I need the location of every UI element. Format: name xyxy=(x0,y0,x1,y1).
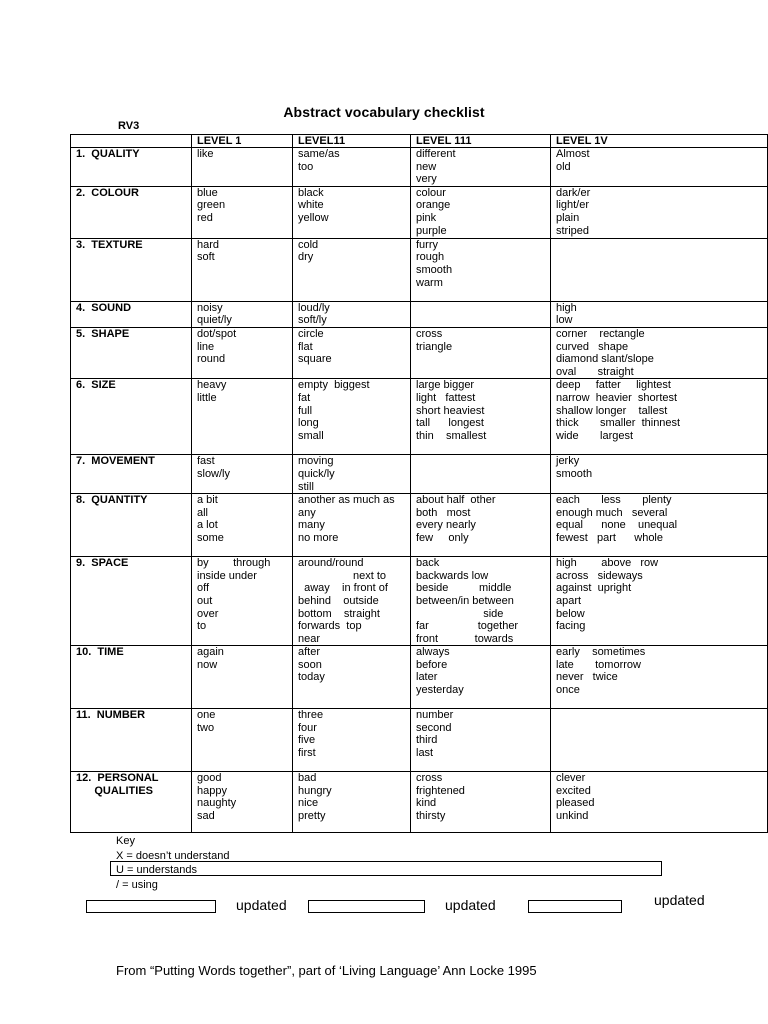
vocabulary-word: apart xyxy=(556,594,582,607)
vocabulary-word: line xyxy=(197,340,215,353)
level-3-cell xyxy=(411,557,551,646)
vocabulary-word: different xyxy=(416,148,456,160)
vocabulary-word: every nearly xyxy=(416,519,476,532)
level-4-cell xyxy=(551,557,768,646)
updated-label: updated xyxy=(654,892,705,908)
vocabulary-word: backwards low xyxy=(416,569,489,582)
vocabulary-word: to xyxy=(197,620,207,633)
vocabulary-word: equal none unequal xyxy=(556,519,678,532)
vocabulary-word: beside middle xyxy=(416,582,512,595)
vocabulary-word: full xyxy=(298,404,313,417)
vocabulary-word: enough much several xyxy=(556,506,668,519)
vocabulary-word: new xyxy=(416,160,437,173)
checklist-row xyxy=(71,148,768,187)
level-1-cell xyxy=(192,238,293,301)
vocabulary-word: third xyxy=(416,734,438,747)
vocabulary-word: high xyxy=(556,301,577,314)
category-label: 12. PERSONAL QUALITIES xyxy=(71,772,192,833)
level-4-cell xyxy=(551,327,768,378)
level-3-cell xyxy=(411,301,551,327)
level-1-header: LEVEL 1 xyxy=(192,135,293,148)
checklist-row xyxy=(71,494,768,557)
category-label: 7. MOVEMENT xyxy=(71,455,192,494)
vocabulary-word: thirsty xyxy=(416,810,446,823)
vocabulary-word: narrow heavier shortest xyxy=(556,391,678,404)
vocabulary-word: one xyxy=(197,709,216,722)
vocabulary-word: cold xyxy=(298,238,319,251)
checklist-row xyxy=(71,186,768,238)
category-label: 10. TIME xyxy=(71,646,192,709)
vocabulary-word: quiet/ly xyxy=(197,314,232,327)
vocabulary-word: off xyxy=(197,582,210,595)
level-2-cell xyxy=(293,709,411,772)
vocabulary-word: short heaviest xyxy=(416,404,485,417)
vocabulary-word: today xyxy=(298,671,325,684)
vocabulary-word: away in front of xyxy=(298,582,388,595)
level-2-cell xyxy=(293,327,411,378)
vocabulary-word: dry xyxy=(298,251,314,264)
vocabulary-word: cross xyxy=(416,772,443,785)
vocabulary-word: purple xyxy=(416,224,447,237)
vocabulary-word: dark/er xyxy=(556,186,591,199)
vocabulary-word: furry xyxy=(416,238,438,251)
level-1-cell xyxy=(192,772,293,833)
vocabulary-word: inside under xyxy=(197,569,257,582)
category-label: 9. SPACE xyxy=(71,557,192,646)
level-3-cell xyxy=(411,709,551,772)
vocabulary-word: soon xyxy=(298,658,322,671)
vocabulary-word: first xyxy=(298,747,316,760)
vocabulary-word: orange xyxy=(416,199,451,212)
vocabulary-word: still xyxy=(298,480,314,493)
level-4-cell xyxy=(551,772,768,833)
vocabulary-word: far together xyxy=(416,620,519,633)
level-4-cell xyxy=(551,709,768,772)
vocabulary-word: flat xyxy=(298,340,313,353)
vocabulary-word: jerky xyxy=(556,455,580,468)
vocabulary-word: blue xyxy=(197,186,218,199)
level-3-cell xyxy=(411,379,551,455)
vocabulary-word: triangle xyxy=(416,340,453,353)
checklist-row xyxy=(71,379,768,455)
level-header-row xyxy=(71,135,768,148)
vocabulary-word: bad xyxy=(298,772,317,785)
level-4-cell xyxy=(551,238,768,301)
vocabulary-word: smooth xyxy=(416,263,453,276)
level-1-cell xyxy=(192,455,293,494)
level-3-cell xyxy=(411,494,551,557)
update-entry-box[interactable] xyxy=(308,900,425,913)
category-label: 1. QUALITY xyxy=(71,148,192,187)
level-1-cell xyxy=(192,186,293,238)
vocabulary-word: large bigger xyxy=(416,379,475,392)
vocabulary-word: a lot xyxy=(197,519,218,532)
vocabulary-word: excited xyxy=(556,784,591,797)
vocabulary-word: old xyxy=(556,160,571,173)
vocabulary-word: moving xyxy=(298,455,334,468)
category-label: 4. SOUND xyxy=(71,301,192,327)
update-entry-box[interactable] xyxy=(528,900,622,913)
vocabulary-word: loud/ly xyxy=(298,301,330,314)
vocabulary-word: same/as xyxy=(298,148,340,160)
vocabulary-word: clever xyxy=(556,772,586,785)
level-4-cell xyxy=(551,455,768,494)
vocabulary-word: bottom straight xyxy=(298,607,380,620)
level-3-cell xyxy=(411,238,551,301)
vocabulary-word: long xyxy=(298,417,319,430)
vocabulary-word: no more xyxy=(298,531,339,544)
vocabulary-word: forwards top xyxy=(298,620,362,633)
vocabulary-word: pink xyxy=(416,211,437,224)
level-2-cell xyxy=(293,238,411,301)
vocabulary-word: against upright xyxy=(556,582,632,595)
vocabulary-word: below xyxy=(556,607,585,620)
level-1-cell xyxy=(192,557,293,646)
vocabulary-word: many xyxy=(298,519,325,532)
key-item: U = understands xyxy=(116,864,198,877)
vocabulary-word: deep fatter lightest xyxy=(556,379,671,392)
vocabulary-word: sad xyxy=(197,810,215,823)
vocabulary-word: black xyxy=(298,186,324,199)
vocabulary-word: soft xyxy=(197,251,215,264)
vocabulary-word: dot/spot xyxy=(197,327,237,340)
level-1-cell xyxy=(192,379,293,455)
vocabulary-word: circle xyxy=(298,327,324,340)
vocabulary-word: near xyxy=(298,632,321,645)
level-4-cell xyxy=(551,186,768,238)
vocabulary-word: over xyxy=(197,607,219,620)
vocabulary-word: behind outside xyxy=(298,594,379,607)
level-1-cell xyxy=(192,301,293,327)
vocabulary-word: plain xyxy=(556,211,580,224)
vocabulary-word: light fattest xyxy=(416,391,476,404)
category-label: 3. TEXTURE xyxy=(71,238,192,301)
vocabulary-word: fewest part whole xyxy=(556,531,663,544)
vocabulary-word: kind xyxy=(416,797,437,810)
vocabulary-word: last xyxy=(416,747,434,760)
vocabulary-word: too xyxy=(298,160,314,173)
vocabulary-word: about half other xyxy=(416,494,496,507)
level-3-cell xyxy=(411,148,551,187)
vocabulary-word: round xyxy=(197,353,226,366)
level-3-cell xyxy=(411,772,551,833)
vocabulary-word: cross xyxy=(416,327,443,340)
level-3-cell xyxy=(411,327,551,378)
vocabulary-word: Almost xyxy=(556,148,590,160)
key-heading: Key xyxy=(116,835,135,847)
vocabulary-word: late tomorrow xyxy=(556,658,641,671)
vocabulary-word: like xyxy=(197,148,214,160)
vocabulary-word: red xyxy=(197,211,213,224)
vocabulary-word: few only xyxy=(416,531,469,544)
source-citation: From “Putting Words together”, part of ‘Living Language’ Ann Locke 1995 xyxy=(116,963,537,978)
vocabulary-word: now xyxy=(197,658,218,671)
vocabulary-word: pretty xyxy=(298,810,326,823)
category-header-cell xyxy=(71,135,192,148)
level-1-cell xyxy=(192,327,293,378)
level-4-cell xyxy=(551,301,768,327)
vocabulary-word: corner rectangle xyxy=(556,327,645,340)
key-item: / = using xyxy=(116,878,158,891)
vocabulary-word: both most xyxy=(416,506,471,519)
level-2-cell xyxy=(293,379,411,455)
level-3-cell xyxy=(411,646,551,709)
vocabulary-word: around/round xyxy=(298,557,364,570)
vocabulary-word: light/er xyxy=(556,199,590,212)
level-3-cell xyxy=(411,186,551,238)
level-2-cell xyxy=(293,772,411,833)
vocabulary-word: curved shape xyxy=(556,340,629,353)
vocabulary-word: by through xyxy=(197,557,271,570)
vocabulary-word: heavy xyxy=(197,379,227,392)
vocabulary-word: thick smaller thinnest xyxy=(556,417,681,430)
level-4-cell xyxy=(551,379,768,455)
vocabulary-word: small xyxy=(298,429,324,442)
checklist-row xyxy=(71,557,768,646)
vocabulary-word: four xyxy=(298,721,317,734)
vocabulary-word: another as much as xyxy=(298,494,395,507)
document-code: RV3 xyxy=(118,120,140,132)
level-2-cell xyxy=(293,455,411,494)
checklist-row xyxy=(71,709,768,772)
vocabulary-word: side xyxy=(416,607,504,620)
vocabulary-word: five xyxy=(298,734,316,747)
vocabulary-word: a bit xyxy=(197,494,218,507)
vocabulary-word: out xyxy=(197,594,213,607)
updated-label: updated xyxy=(236,897,287,913)
vocabulary-word: noisy xyxy=(197,301,223,314)
level-4-cell xyxy=(551,494,768,557)
vocabulary-word: before xyxy=(416,658,448,671)
updated-label: updated xyxy=(445,897,496,913)
checklist-row xyxy=(71,455,768,494)
update-entry-box[interactable] xyxy=(86,900,216,913)
category-label: 8. QUANTITY xyxy=(71,494,192,557)
vocabulary-word: facing xyxy=(556,620,586,633)
level-2-header: LEVEL11 xyxy=(293,135,411,148)
vocabulary-word: back xyxy=(416,557,440,570)
checklist-row xyxy=(71,238,768,301)
vocabulary-word: happy xyxy=(197,784,227,797)
vocabulary-word: hungry xyxy=(298,784,332,797)
vocabulary-word: after xyxy=(298,646,321,659)
level-1-cell xyxy=(192,494,293,557)
vocabulary-word: smooth xyxy=(556,467,593,480)
vocabulary-word: hard xyxy=(197,238,220,251)
level-2-cell xyxy=(293,557,411,646)
vocabulary-word: again xyxy=(197,646,224,659)
category-label: 11. NUMBER xyxy=(71,709,192,772)
vocabulary-word: high above row xyxy=(556,557,659,570)
vocabulary-word: next to xyxy=(298,569,387,582)
vocabulary-word: unkind xyxy=(556,810,589,823)
level-2-cell xyxy=(293,186,411,238)
vocabulary-checklist-table xyxy=(70,134,768,833)
vocabulary-word: any xyxy=(298,506,316,519)
vocabulary-word: striped xyxy=(556,224,590,237)
vocabulary-word: empty biggest xyxy=(298,379,370,392)
vocabulary-word: once xyxy=(556,684,580,697)
vocabulary-word: always xyxy=(416,646,450,659)
level-2-cell xyxy=(293,148,411,187)
vocabulary-word: wide largest xyxy=(556,429,634,442)
vocabulary-word: warm xyxy=(416,276,443,289)
level-1-cell xyxy=(192,709,293,772)
vocabulary-word: across sideways xyxy=(556,569,643,582)
vocabulary-word: little xyxy=(197,391,217,404)
vocabulary-word: rough xyxy=(416,251,445,264)
page-title: Abstract vocabulary checklist xyxy=(283,104,485,120)
vocabulary-word: very xyxy=(416,173,437,186)
vocabulary-word: three xyxy=(298,709,324,722)
key-highlight-box xyxy=(110,861,662,876)
vocabulary-word: each less plenty xyxy=(556,494,672,507)
vocabulary-word: tall longest xyxy=(416,417,484,430)
vocabulary-word: thin smallest xyxy=(416,429,487,442)
vocabulary-word: fast xyxy=(197,455,215,468)
level-2-cell xyxy=(293,646,411,709)
vocabulary-word: fat xyxy=(298,391,311,404)
vocabulary-word: white xyxy=(298,199,324,212)
vocabulary-word: low xyxy=(556,314,573,327)
level-1-cell xyxy=(192,646,293,709)
level-4-header: LEVEL 1V xyxy=(551,135,768,148)
vocabulary-word: early sometimes xyxy=(556,646,646,659)
checklist-row xyxy=(71,327,768,378)
vocabulary-word: nice xyxy=(298,797,319,810)
vocabulary-word: colour xyxy=(416,186,446,199)
vocabulary-word: number xyxy=(416,709,454,722)
vocabulary-word: soft/ly xyxy=(298,314,327,327)
vocabulary-word: diamond slant/slope xyxy=(556,353,654,366)
vocabulary-word: slow/ly xyxy=(197,467,231,480)
vocabulary-word: good xyxy=(197,772,222,785)
level-2-cell xyxy=(293,494,411,557)
category-label: 6. SIZE xyxy=(71,379,192,455)
vocabulary-word: green xyxy=(197,199,226,212)
checklist-row xyxy=(71,772,768,833)
vocabulary-word: front towards xyxy=(416,632,514,645)
level-3-header: LEVEL 111 xyxy=(411,135,551,148)
vocabulary-word: two xyxy=(197,721,215,734)
level-1-cell xyxy=(192,148,293,187)
level-2-cell xyxy=(293,301,411,327)
vocabulary-word: naughty xyxy=(197,797,237,810)
vocabulary-word: never twice xyxy=(556,671,618,684)
vocabulary-word: between/in between xyxy=(416,594,514,607)
level-3-cell xyxy=(411,455,551,494)
vocabulary-word: pleased xyxy=(556,797,595,810)
vocabulary-word: yellow xyxy=(298,211,329,224)
checklist-row xyxy=(71,646,768,709)
vocabulary-word: frightened xyxy=(416,784,465,797)
vocabulary-word: quick/ly xyxy=(298,467,335,480)
vocabulary-word: oval straight xyxy=(556,365,634,378)
vocabulary-word: yesterday xyxy=(416,684,464,697)
key-item: X = doesn’t understand xyxy=(116,849,230,862)
vocabulary-word: all xyxy=(197,506,209,519)
vocabulary-word: some xyxy=(197,531,224,544)
level-4-cell xyxy=(551,148,768,187)
vocabulary-word: square xyxy=(298,353,332,366)
level-4-cell xyxy=(551,646,768,709)
category-label: 2. COLOUR xyxy=(71,186,192,238)
vocabulary-word: later xyxy=(416,671,438,684)
vocabulary-word: shallow longer tallest xyxy=(556,404,668,417)
category-label: 5. SHAPE xyxy=(71,327,192,378)
checklist-row xyxy=(71,301,768,327)
vocabulary-word: second xyxy=(416,721,452,734)
